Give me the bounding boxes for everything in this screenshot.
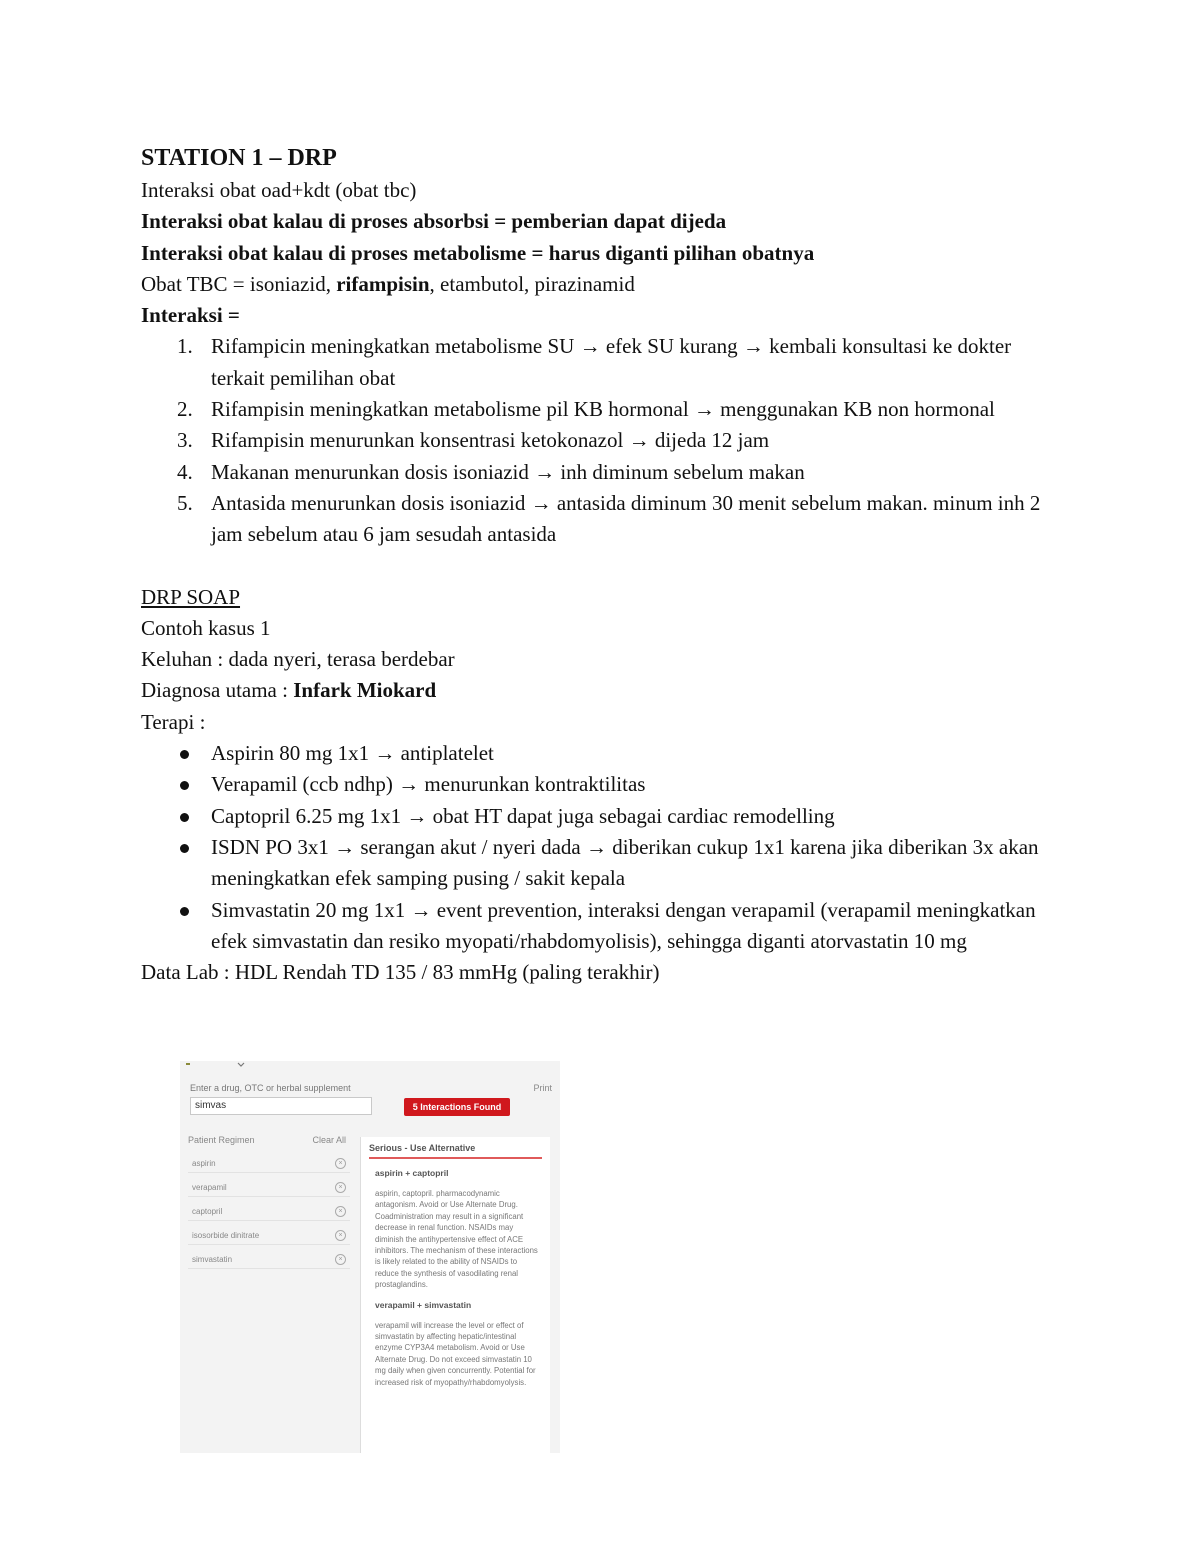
drug-name: aspirin [192,1159,216,1168]
interaction-description: verapamil will increase the level or effect of simvastatin by affecting hepatic/intestinal enzyme CYP3A4 metabolism. Avoid or Use Alternate Drug. Do not exceed simvastatin 10 mg daily when given concurrently. Potential for increased risk of myopathy/rhabdomyolysis. [375,1320,536,1387]
tbc-suffix: , etambutol, pirazinamid [429,271,635,296]
interactions-found-button[interactable]: 5 Interactions Found [404,1098,510,1116]
list-text: Captopril 6.25 mg 1x1 → obat HT dapat juga sebagai cardiac remodelling [211,803,835,828]
regimen-label: Patient Regimen [188,1135,255,1145]
terapi-label: Terapi : [141,709,206,734]
bullet-icon [180,813,189,822]
drug-name: captopril [192,1207,223,1216]
list-number: 2. [177,397,193,422]
search-prompt: Enter a drug, OTC or herbal supplement [190,1083,351,1093]
chevron-icon [182,1061,262,1071]
list-text: Antasida menurunkan dosis isoniazid → antasida diminum 30 menit sebelum makan. minum inh 2 jam sebelum atau 6 jam sesudah antasida [211,490,1041,547]
list-number: 3. [177,428,193,453]
list-item [141,425,1061,456]
list-item [141,801,1061,832]
case-title: Contoh kasus 1 [141,615,271,640]
list-text: Makanan menurunkan dosis isoniazid → inh diminum sebelum makan [211,459,805,484]
remove-icon[interactable]: × [335,1230,346,1241]
list-item [141,832,1061,895]
regimen-drug-item [188,1227,350,1245]
bullet-icon [180,907,189,916]
intro-text: Interaksi obat oad+kdt (obat tbc) [141,178,417,202]
regimen-drug-item [188,1251,350,1269]
clear-all-button[interactable]: Clear All [312,1135,346,1145]
page-title: STATION 1 – DRP [141,145,337,171]
list-item [141,895,1061,958]
data-lab: Data Lab : HDL Rendah TD 135 / 83 mmHg (paling terakhir) [141,960,660,985]
drug-name: verapamil [192,1183,227,1192]
bullet-icon [180,844,189,853]
regimen-drug-item [188,1155,350,1173]
severity-heading: Serious - Use Alternative [369,1143,542,1159]
tbc-prefix: Obat TBC = isoniazid, [141,271,337,296]
list-item [141,769,1061,800]
print-button[interactable]: Print [533,1083,552,1093]
list-text: Verapamil (ccb ndhp) → menurunkan kontraktilitas [211,772,646,797]
drug-search-input[interactable]: simvas [190,1097,372,1115]
diagnosa-prefix: Diagnosa utama : [141,678,294,703]
interaction-checker-screenshot [180,1061,560,1453]
soap-heading: DRP SOAP [141,584,241,609]
list-number: 4. [177,459,193,484]
list-item [141,457,1061,488]
remove-icon[interactable]: × [335,1254,346,1265]
tbc-drugs [141,269,1061,300]
list-text: ISDN PO 3x1 → serangan akut / nyeri dada → diberikan cukup 1x1 karena jika diberikan 3x akan meningkatkan efek samping pusing / sakit kepala [211,834,1039,891]
patient-regimen-panel [188,1135,350,1269]
bullet-icon [180,750,189,759]
rule-absorbsi: Interaksi obat kalau di proses absorbsi = pemberian dapat dijeda [141,209,727,234]
spacer [141,551,1061,582]
interaction-pair: aspirin + captopril [375,1168,449,1178]
regimen-header [188,1135,350,1149]
interaction-description: aspirin, captopril. pharmacodynamic antagonism. Avoid or Use Alternate Drug. Coadministration may result in a significant decrease in renal function. NSAIDs may diminish the antihypertensive effect of ACE inhibitors. The mechanism of these interactions is likely related to the ability of NSAIDs to reduce the synthesis of vasodilating renal prostaglandins. [375,1189,538,1290]
regimen-drug-item [188,1179,350,1197]
interaction-results-panel [360,1137,550,1453]
list-item [141,331,1061,394]
therapy-list [141,738,1061,957]
drug-name: simvastatin [192,1255,233,1264]
list-item [141,738,1061,769]
keluhan: Keluhan : dada nyeri, terasa berdebar [141,647,455,672]
list-item [141,488,1061,551]
interaction-list [141,331,1061,550]
diagnosa-bold: Infark Miokard [293,678,437,703]
rule-metabolisme: Interaksi obat kalau di proses metabolisme = harus diganti pilihan obatnya [141,240,815,265]
list-number: 1. [177,334,193,359]
remove-icon[interactable]: × [335,1182,346,1193]
regimen-drug-item [188,1203,350,1221]
remove-icon[interactable]: × [335,1158,346,1169]
remove-icon[interactable]: × [335,1206,346,1217]
drug-name: isosorbide dinitrate [192,1231,260,1240]
list-number: 5. [177,490,193,515]
list-text: Rifampicin meningkatkan metabolisme SU → efek SU kurang → kembali konsultasi ke dokter terkait pemilihan obat [211,334,1012,390]
tbc-bold: rifampisin [336,271,430,296]
diagnosa [141,675,1061,706]
list-text: Rifampisin menurunkan konsentrasi ketokonazol → dijeda 12 jam [211,428,770,453]
interaction-pair: verapamil + simvastatin [375,1299,472,1310]
interaksi-label: Interaksi = [141,303,240,328]
list-text: Aspirin 80 mg 1x1 → antiplatelet [211,741,494,766]
list-item [141,394,1061,425]
list-text: Rifampisin meningkatkan metabolisme pil KB hormonal → menggunakan KB non hormonal [211,397,995,422]
document-body [141,141,1061,988]
list-text: Simvastatin 20 mg 1x1 → event prevention, interaksi dengan verapamil (verapamil meningkatkan efek simvastatin dan resiko myopati/rhabdomyolisis), sehingga diganti atorvastatin 10 mg [211,897,1036,953]
bullet-icon [180,781,189,790]
